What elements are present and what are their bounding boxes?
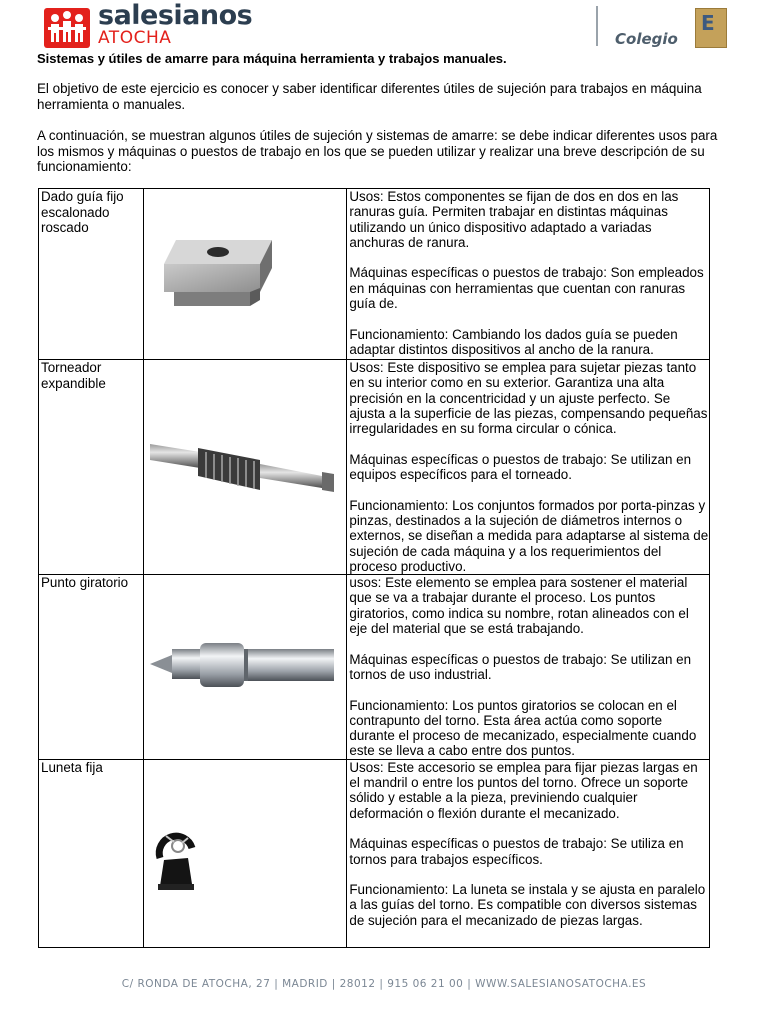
page-footer: C/ RONDA DE ATOCHA, 27 | MADRID | 28012 | 915 06 21 00 | WWW.SALESIANOSATOCHA.ES	[121, 978, 647, 990]
tool-description	[347, 575, 710, 760]
tool-function: Funcionamiento: Cambiando los dados guía se pueden adaptar distintos dispositivos al ancho de la ranura.	[349, 326, 678, 357]
tool-function: Funcionamiento: Los conjuntos formados por porta-pinzas y pinzas, destinados a la sujeción de diámetros internos o externos, se diseñan a medida para adaptarse al sistema de sujeción de cada máquina y a los requerimientos del proceso productivo.	[349, 497, 709, 574]
tool-uses: Usos: Estos componentes se fijan de dos en dos en las ranuras guía. Permiten trabajar en distintas máquinas utilizando un único dispositivo adaptado a variadas anchuras de ranura.	[349, 189, 679, 250]
salesianos-logo-icon	[44, 8, 90, 48]
live-center-icon	[150, 637, 340, 693]
table-row	[39, 759, 710, 947]
tool-uses: usos: Este elemento se emplea para sostener el material que se va a trabajar durante el proceso. Los puntos giratorios, como indica su nombre, rotan alineados con el eje del material que se está trabajando.	[349, 575, 689, 637]
tool-description	[347, 360, 710, 575]
tool-machines: Máquinas específicas o puestos de trabajo: Se utilizan en equipos específicos para el torneado.	[349, 451, 692, 483]
tool-name: Luneta fija	[39, 759, 144, 947]
table-row	[39, 189, 710, 360]
tool-function: Funcionamiento: Los puntos giratorios se colocan en el contrapunto del torno. Esta área actúa como soporte durante el proceso de mecanizado, especialmente cuando este se lleva a cabo entre dos puntos.	[349, 697, 697, 759]
tool-function: Funcionamiento: La luneta se instala y se ajusta en paralelo a las guías del torno. Es compatible con diversos sistemas de sujeción para el mecanizado de piezas largas.	[349, 882, 706, 928]
badge-letter: E	[701, 11, 715, 35]
tool-image-cell	[144, 360, 347, 575]
tool-name: Punto giratorio	[39, 575, 144, 760]
tool-name: Torneador expandible	[39, 360, 144, 575]
tool-image-cell	[144, 189, 347, 360]
page-header	[0, 0, 768, 52]
table-row	[39, 360, 710, 575]
tool-uses: Usos: Este accesorio se emplea para fijar piezas largas en el mandril o entre los puntos del torno. Ofrece un soporte sólido y estable a la pieza, previniendo cualquier deformación o flexión durante el mecanizado.	[349, 759, 698, 821]
document-title: Sistemas y útiles de amarre para máquina herramienta y trabajos manuales.	[37, 51, 507, 66]
tool-description	[347, 189, 710, 360]
tool-description	[347, 759, 710, 947]
table-row	[39, 575, 710, 760]
colegio-label: Colegio	[615, 30, 678, 48]
brand-subtitle: ATOCHA	[98, 28, 172, 48]
tool-machines: Máquinas específicas o puestos de trabajo: Son empleados en máquinas con herramientas que cuentan con ranuras guía de.	[349, 265, 704, 312]
tool-uses: Usos: Este dispositivo se emplea para sujetar piezas tanto en su interior como en su exterior. Garantiza una alta precisión en la concentricidad y un ajuste perfecto. Se ajusta a la superficie de las piezas, compensando pequeñas irregularidades en su forma circular o cónica.	[349, 360, 708, 437]
tool-image-cell	[144, 759, 347, 947]
tool-name: Dado guía fijo escalonado roscado	[39, 189, 144, 360]
expanding-mandrel-icon	[150, 432, 340, 504]
instructions-paragraph: A continuación, se muestran algunos útiles de sujeción y sistemas de amarre: se debe indicar diferentes usos para los mismos y máquinas o puestos de trabajo en los que se pueden utilizar y realizar una breve descripción de su funcionamiento:	[37, 128, 718, 175]
intro-paragraph: El objetivo de este ejercicio es conocer y saber identificar diferentes útiles de sujeción para trabajos en máquina herramienta o manuales.	[37, 81, 702, 112]
guide-block-icon	[154, 234, 279, 314]
school-badge	[695, 8, 727, 48]
brand-name: salesianos	[98, 0, 253, 31]
tool-machines: Máquinas específicas o puestos de trabajo: Se utilizan en tornos de uso industrial.	[349, 651, 692, 682]
header-divider	[596, 6, 598, 46]
tool-machines: Máquinas específicas o puestos de trabajo: Se utiliza en tornos para trabajos específicos.	[349, 836, 684, 867]
tools-table	[38, 188, 710, 948]
tool-image-cell	[144, 575, 347, 760]
steady-rest-icon	[152, 818, 202, 892]
